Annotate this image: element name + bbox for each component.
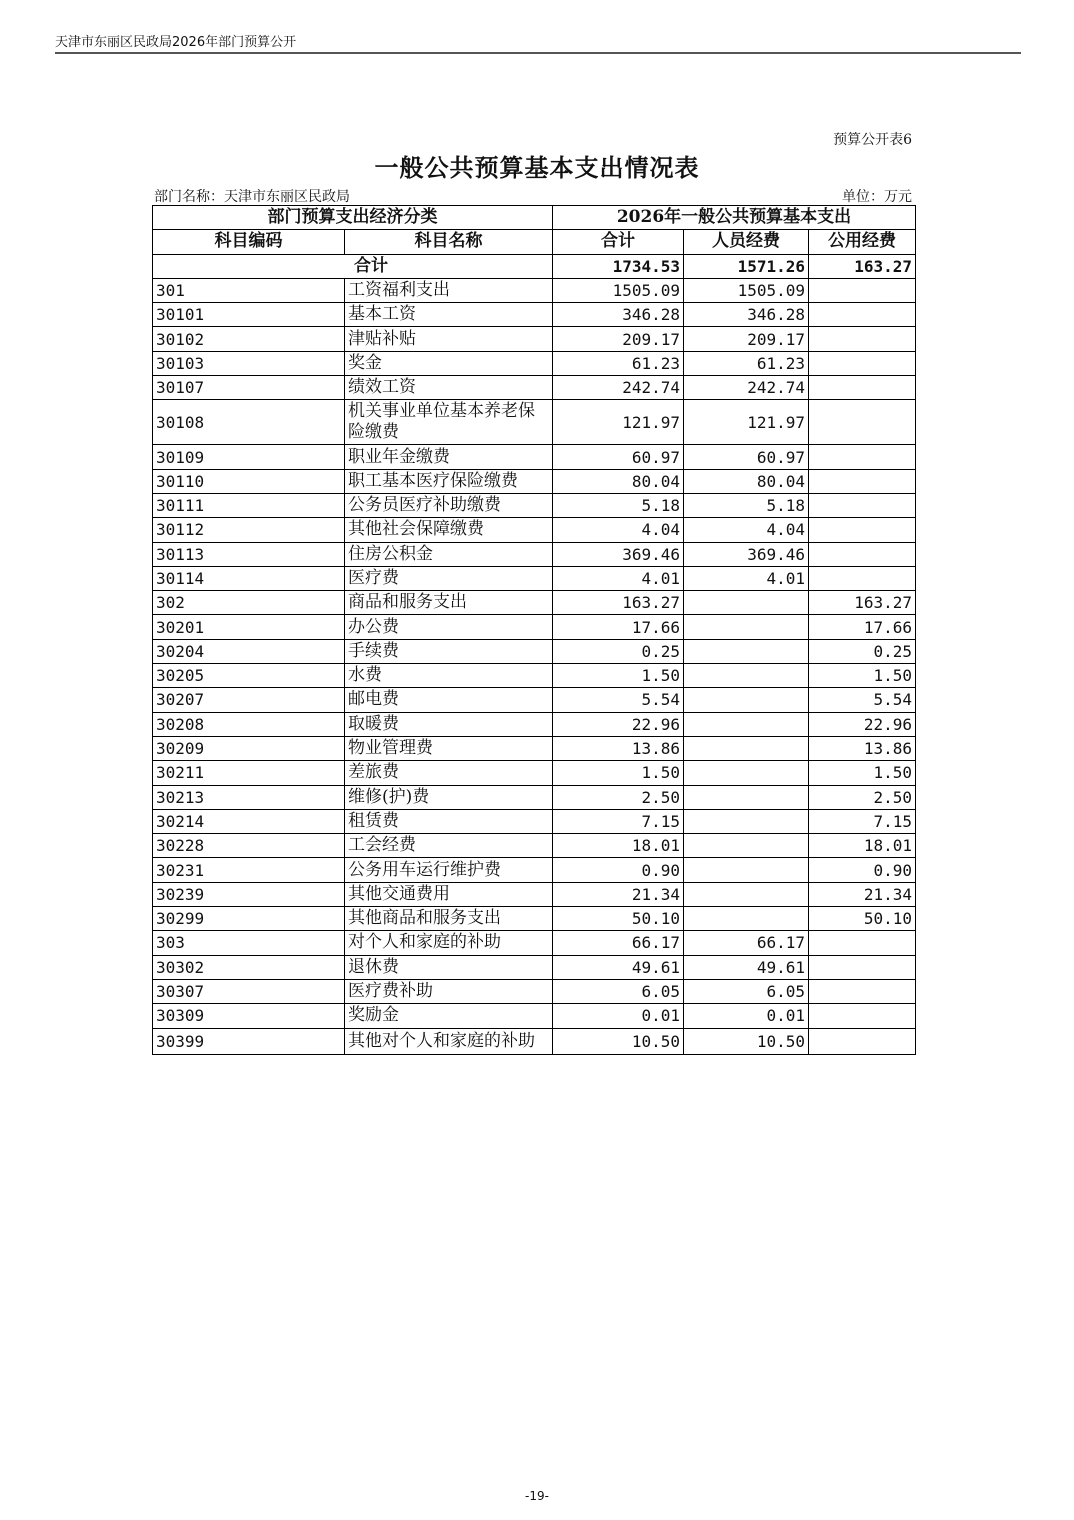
row-code: 30107 [153,376,345,400]
row-personnel [684,664,809,688]
row-code: 30113 [153,542,345,566]
header-personnel: 人员经费 [684,230,809,254]
row-code: 301 [153,278,345,302]
row-name: 租赁费 [345,809,553,833]
row-name: 工会经费 [345,834,553,858]
row-name: 其他交通费用 [345,882,553,906]
header-economic-classification: 部门预算支出经济分类 [153,206,553,230]
row-total: 0.25 [553,639,684,663]
table-row [153,400,916,445]
table-row [153,664,916,688]
row-total: 1505.09 [553,278,684,302]
row-personnel: 369.46 [684,542,809,566]
row-total: 5.54 [553,688,684,712]
row-public: 2.50 [809,785,916,809]
table-row [153,688,916,712]
row-code: 30214 [153,809,345,833]
table-row [153,761,916,785]
row-personnel: 49.61 [684,955,809,979]
row-public [809,351,916,375]
row-name: 其他对个人和家庭的补助 [345,1028,553,1054]
row-personnel [684,882,809,906]
row-personnel [684,736,809,760]
row-name: 机关事业单位基本养老保险缴费 [345,400,553,445]
row-personnel: 5.18 [684,493,809,517]
row-code: 303 [153,931,345,955]
row-code: 30112 [153,518,345,542]
table-row [153,979,916,1003]
row-total: 369.46 [553,542,684,566]
row-public [809,931,916,955]
table-row [153,542,916,566]
row-personnel: 61.23 [684,351,809,375]
table-row [153,712,916,736]
row-code: 30213 [153,785,345,809]
row-total: 121.97 [553,400,684,445]
total-personnel: 1571.26 [684,254,809,278]
row-public [809,493,916,517]
row-name: 基本工资 [345,303,553,327]
row-total: 10.50 [553,1028,684,1054]
row-total: 4.04 [553,518,684,542]
table-row [153,445,916,469]
row-total: 209.17 [553,327,684,351]
row-code: 30399 [153,1028,345,1054]
table-row [153,351,916,375]
table-row [153,931,916,955]
table-row [153,469,916,493]
header-basic-expenditure: 2026年一般公共预算基本支出 [553,206,916,230]
row-code: 30309 [153,1004,345,1028]
row-public: 1.50 [809,664,916,688]
row-code: 30207 [153,688,345,712]
row-name: 职业年金缴费 [345,445,553,469]
row-personnel: 6.05 [684,979,809,1003]
row-personnel [684,858,809,882]
row-public [809,979,916,1003]
row-total: 1.50 [553,761,684,785]
row-code: 30307 [153,979,345,1003]
row-code: 30208 [153,712,345,736]
row-public [809,1028,916,1054]
row-code: 30205 [153,664,345,688]
total-sum: 1734.53 [553,254,684,278]
row-name: 住房公积金 [345,542,553,566]
row-code: 30108 [153,400,345,445]
total-row [153,254,916,278]
table-row [153,518,916,542]
row-personnel: 346.28 [684,303,809,327]
row-public [809,1004,916,1028]
table-row [153,1028,916,1054]
table-row [153,327,916,351]
row-name: 其他社会保障缴费 [345,518,553,542]
row-total: 0.01 [553,1004,684,1028]
row-public [809,518,916,542]
row-personnel [684,712,809,736]
row-total: 7.15 [553,809,684,833]
row-name: 奖金 [345,351,553,375]
row-name: 办公费 [345,615,553,639]
row-personnel: 209.17 [684,327,809,351]
total-public: 163.27 [809,254,916,278]
row-code: 30204 [153,639,345,663]
row-total: 22.96 [553,712,684,736]
row-total: 163.27 [553,591,684,615]
department-name: 部门名称：天津市东丽区民政局 [154,189,350,205]
row-name: 手续费 [345,639,553,663]
row-public [809,400,916,445]
row-total: 2.50 [553,785,684,809]
row-public [809,445,916,469]
row-total: 1.50 [553,664,684,688]
row-public: 21.34 [809,882,916,906]
row-total: 61.23 [553,351,684,375]
row-name: 物业管理费 [345,736,553,760]
row-personnel: 60.97 [684,445,809,469]
row-code: 30101 [153,303,345,327]
row-name: 维修(护)费 [345,785,553,809]
table-row [153,907,916,931]
budget-table [152,205,916,1055]
row-code: 30102 [153,327,345,351]
row-code: 30211 [153,761,345,785]
header-code: 科目编码 [153,230,345,254]
row-public: 1.50 [809,761,916,785]
row-code: 30302 [153,955,345,979]
row-name: 医疗费补助 [345,979,553,1003]
row-public: 22.96 [809,712,916,736]
row-personnel: 10.50 [684,1028,809,1054]
row-total: 60.97 [553,445,684,469]
page-title: 一般公共预算基本支出情况表 [374,153,700,182]
table-row [153,834,916,858]
table-row [153,1004,916,1028]
row-total: 13.86 [553,736,684,760]
row-personnel: 80.04 [684,469,809,493]
row-personnel [684,785,809,809]
row-name: 职工基本医疗保险缴费 [345,469,553,493]
table-row [153,493,916,517]
row-total: 18.01 [553,834,684,858]
row-name: 取暖费 [345,712,553,736]
row-public: 18.01 [809,834,916,858]
row-name: 水费 [345,664,553,688]
row-name: 其他商品和服务支出 [345,907,553,931]
row-name: 工资福利支出 [345,278,553,302]
row-total: 49.61 [553,955,684,979]
row-public [809,327,916,351]
row-name: 邮电费 [345,688,553,712]
row-public: 0.90 [809,858,916,882]
row-total: 6.05 [553,979,684,1003]
row-public [809,469,916,493]
row-total: 0.90 [553,858,684,882]
row-name: 公务员医疗补助缴费 [345,493,553,517]
total-label: 合计 [153,254,553,278]
row-code: 30201 [153,615,345,639]
row-public [809,542,916,566]
table-row [153,303,916,327]
row-name: 奖励金 [345,1004,553,1028]
row-name: 公务用车运行维护费 [345,858,553,882]
row-name: 绩效工资 [345,376,553,400]
header-name: 科目名称 [345,230,553,254]
row-personnel [684,591,809,615]
row-code: 30103 [153,351,345,375]
row-public: 17.66 [809,615,916,639]
row-personnel [684,761,809,785]
row-total: 80.04 [553,469,684,493]
row-public: 0.25 [809,639,916,663]
row-public: 7.15 [809,809,916,833]
running-header: 天津市东丽区民政局2026年部门预算公开 [55,35,297,50]
row-personnel [684,688,809,712]
row-total: 66.17 [553,931,684,955]
row-personnel [684,615,809,639]
table-row [153,785,916,809]
row-code: 30231 [153,858,345,882]
row-public [809,278,916,302]
row-total: 50.10 [553,907,684,931]
row-name: 商品和服务支出 [345,591,553,615]
table-row [153,615,916,639]
row-code: 30239 [153,882,345,906]
row-total: 4.01 [553,566,684,590]
table-row [153,566,916,590]
row-name: 津贴补贴 [345,327,553,351]
table-row [153,882,916,906]
page-number: -19- [525,1489,549,1503]
row-public [809,566,916,590]
row-personnel: 4.01 [684,566,809,590]
row-personnel: 242.74 [684,376,809,400]
row-code: 302 [153,591,345,615]
row-public: 13.86 [809,736,916,760]
header-total: 合计 [553,230,684,254]
row-code: 30111 [153,493,345,517]
row-total: 5.18 [553,493,684,517]
row-personnel: 66.17 [684,931,809,955]
row-code: 30114 [153,566,345,590]
row-personnel [684,639,809,663]
row-code: 30299 [153,907,345,931]
row-name: 对个人和家庭的补助 [345,931,553,955]
row-personnel [684,834,809,858]
row-code: 30110 [153,469,345,493]
row-public: 163.27 [809,591,916,615]
header-rule [55,52,1021,54]
row-personnel [684,809,809,833]
row-total: 242.74 [553,376,684,400]
row-code: 30209 [153,736,345,760]
header-public: 公用经费 [809,230,916,254]
row-name: 医疗费 [345,566,553,590]
row-total: 21.34 [553,882,684,906]
row-public [809,376,916,400]
row-public: 5.54 [809,688,916,712]
table-row [153,278,916,302]
row-personnel: 4.04 [684,518,809,542]
row-personnel: 1505.09 [684,278,809,302]
unit-label: 单位：万元 [842,189,912,205]
row-public [809,303,916,327]
row-code: 30109 [153,445,345,469]
table-number: 预算公开表6 [833,132,912,148]
row-personnel [684,907,809,931]
row-public: 50.10 [809,907,916,931]
row-personnel: 0.01 [684,1004,809,1028]
table-row [153,736,916,760]
table-row [153,858,916,882]
table-row [153,955,916,979]
table-row [153,639,916,663]
table-row [153,376,916,400]
row-public [809,955,916,979]
row-name: 退休费 [345,955,553,979]
row-personnel: 121.97 [684,400,809,445]
row-name: 差旅费 [345,761,553,785]
row-total: 346.28 [553,303,684,327]
row-code: 30228 [153,834,345,858]
table-row [153,591,916,615]
table-row [153,809,916,833]
row-total: 17.66 [553,615,684,639]
